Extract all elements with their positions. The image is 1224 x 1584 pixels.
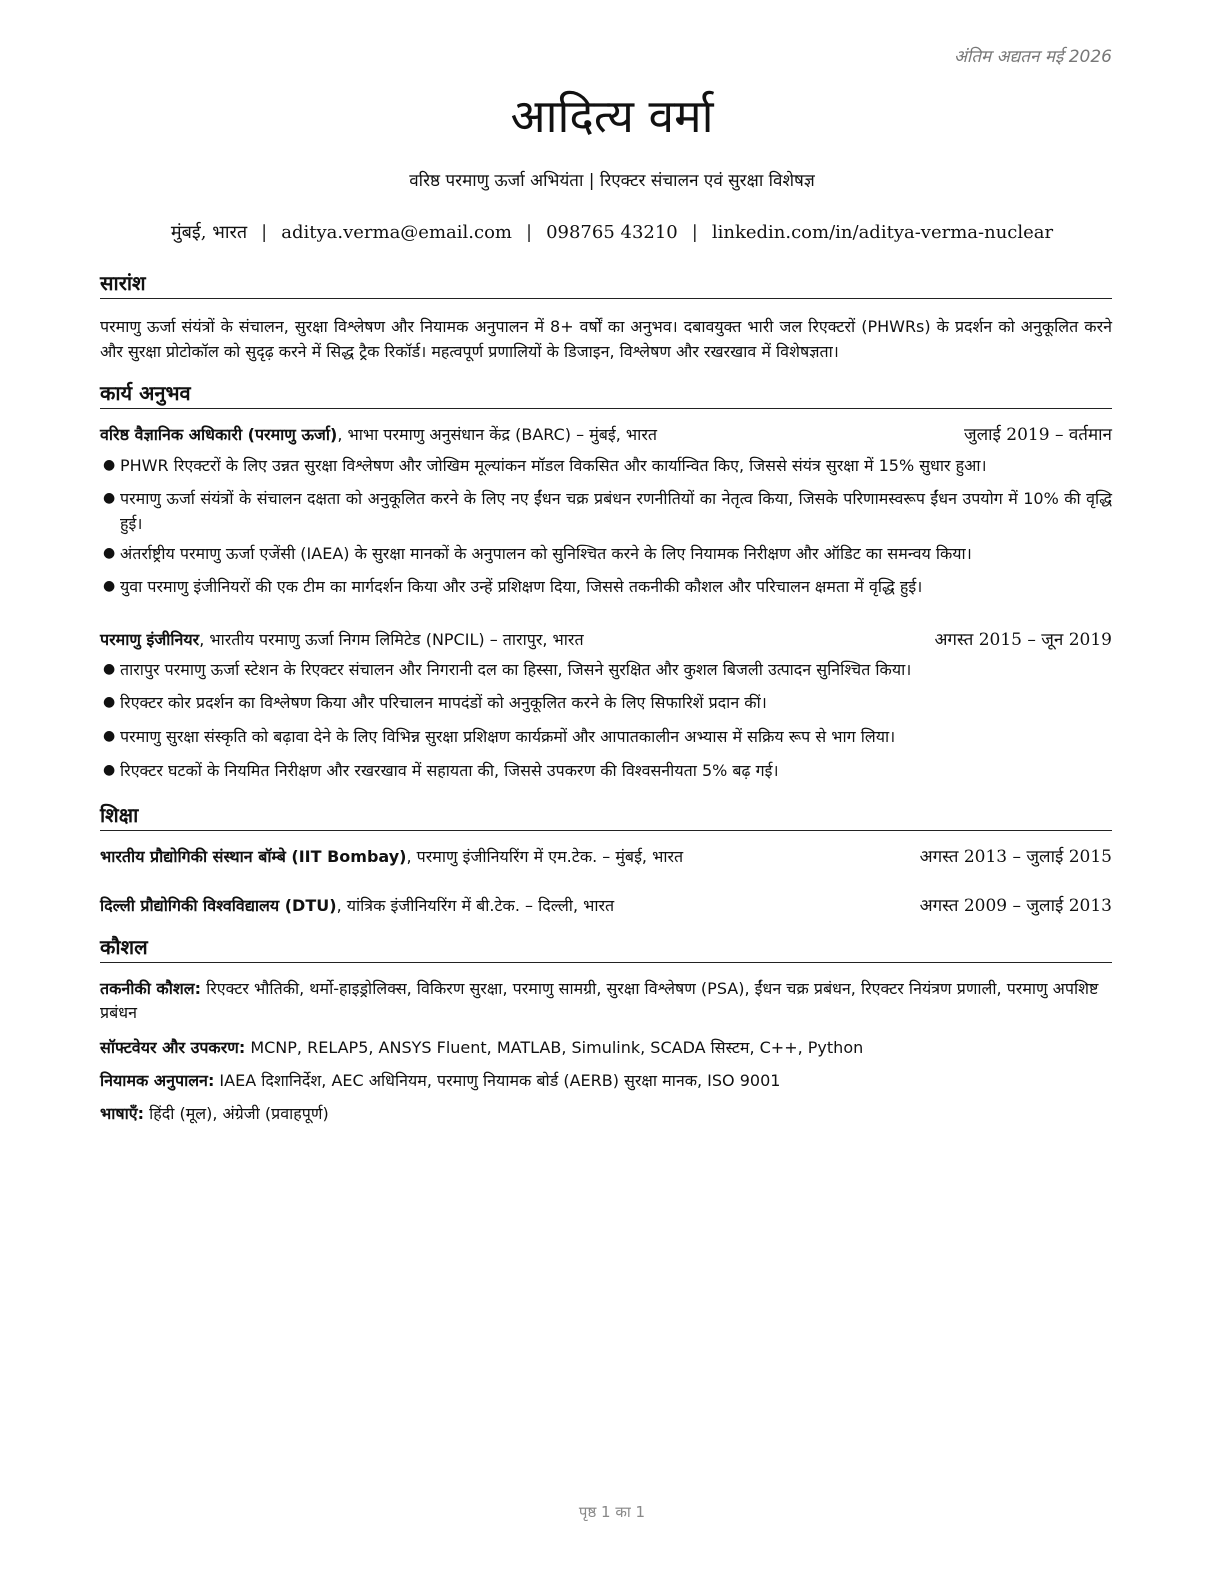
job-bullet: ● अंतर्राष्ट्रीय परमाणु ऊर्जा एजेंसी (IAEA) के सुरक्षा मानकों के अनुपालन को सुनिश्चित करने के लिए नियामक निरीक्षण और ऑडिट का समन्वय किया। bbox=[100, 541, 1112, 566]
school-name: भारतीय प्रौद्योगिकी संस्थान बॉम्बे (IIT Bombay) bbox=[100, 847, 407, 866]
skill-label: भाषाएँ: bbox=[100, 1104, 145, 1123]
job-title: परमाणु इंजीनियर bbox=[100, 630, 200, 649]
bullet-dot-icon: ● bbox=[103, 457, 116, 473]
job-bullet: ● परमाणु सुरक्षा संस्कृति को बढ़ावा देने के लिए विभिन्न सुरक्षा प्रशिक्षण कार्यक्रमों और आपातकालीन अभ्यास में सक्रिय रूप से भाग लिया। bbox=[100, 724, 1112, 749]
contact-separator: | bbox=[691, 222, 698, 243]
job-bullet: ● PHWR रिएक्टरों के लिए उन्नत सुरक्षा विश्लेषण और जोखिम मूल्यांकन मॉडल विकसित और कार्यान्वित किए, जिससे संयंत्र सुरक्षा में 15% सुधार हुआ। bbox=[100, 453, 1112, 478]
skill-label: तकनीकी कौशल: bbox=[100, 979, 201, 998]
contact-separator: | bbox=[525, 222, 533, 243]
education-dates: अगस्त 2013 – जुलाई 2015 bbox=[919, 847, 1112, 867]
job-dates: जुलाई 2019 – वर्तमान bbox=[963, 425, 1112, 445]
contact-phone: 098765 43210 bbox=[546, 222, 678, 243]
summary-text: परमाणु ऊर्जा संयंत्रों के संचालन, सुरक्षा विश्लेषण और नियामक अनुपालन में 8+ वर्षों का अनुभव। दबावयुक्त भारी जल रिएक्टरों (PHWRs) के प्रदर्शन को अनुकूलित करने और सुरक्षा प्रोटोकॉल को सुदृढ़ करने में सिद्ध ट्रैक रिकॉर्ड। महत्वपूर्ण प्रणालियों के डिजाइन, विश्लेषण और रखरखाव में विशेषज्ञता। bbox=[100, 317, 1112, 361]
contact-email[interactable]: aditya.verma@email.com bbox=[281, 222, 512, 243]
bullet-dot-icon: ● bbox=[103, 661, 116, 677]
bullet-dot-icon: ● bbox=[103, 728, 116, 744]
skill-value: MCNP, RELAP5, ANSYS Fluent, MATLAB, Simulink, SCADA सिस्टम, C++, Python bbox=[245, 1038, 864, 1057]
education-entry bbox=[100, 845, 1112, 869]
section-title-skills: कौशल bbox=[100, 934, 1112, 963]
job-title: वरिष्ठ वैज्ञानिक अधिकारी (परमाणु ऊर्जा) bbox=[100, 425, 338, 444]
education-dates: अगस्त 2009 – जुलाई 2013 bbox=[919, 896, 1112, 916]
job-header bbox=[100, 423, 1112, 447]
last-updated: अंतिम अद्यतन मई 2026 bbox=[953, 47, 1112, 67]
job-dates: अगस्त 2015 – जून 2019 bbox=[934, 630, 1112, 650]
job-bullet: ● परमाणु ऊर्जा संयंत्रों के संचालन दक्षता को अनुकूलित करने के लिए नए ईंधन चक्र प्रबंधन रणनीतियों का नेतृत्व किया, जिसके परिणामस्वरूप ईंधन उपयोग में 10% की वृद्धि हुई। bbox=[100, 486, 1112, 536]
education-entry bbox=[100, 894, 1112, 918]
school-name: दिल्ली प्रौद्योगिकी विश्वविद्यालय (DTU) bbox=[100, 896, 337, 915]
skill-value: रिएक्टर भौतिकी, थर्मो-हाइड्रोलिक्स, विकिरण सुरक्षा, परमाणु सामग्री, सुरक्षा विश्लेषण (PSA), ईंधन चक्र प्रबंधन, रिएक्टर नियंत्रण प्रणाली, परमाणु अपशिष्ट प्रबंधन bbox=[100, 979, 1099, 1022]
skill-line bbox=[100, 1036, 1112, 1060]
skill-value: IAEA दिशानिर्देश, AEC अधिनियम, परमाणु नियामक बोर्ड (AERB) सुरक्षा मानक, ISO 9001 bbox=[214, 1071, 781, 1090]
job-bullet: ● रिएक्टर कोर प्रदर्शन का विश्लेषण किया और परिचालन मापदंडों को अनुकूलित करने के लिए सिफारिशें प्रदान कीं। bbox=[100, 690, 1112, 715]
section-title-experience: कार्य अनुभव bbox=[100, 380, 1112, 409]
job-org: , भारतीय परमाणु ऊर्जा निगम लिमिटेड (NPCIL) – तारापुर, भारत bbox=[199, 630, 584, 649]
bullet-dot-icon: ● bbox=[103, 694, 116, 710]
bullet-dot-icon: ● bbox=[103, 762, 116, 778]
degree-detail: , यांत्रिक इंजीनियरिंग में बी.टेक. – दिल्ली, भारत bbox=[336, 896, 615, 915]
skill-line bbox=[100, 1102, 1112, 1126]
section-title-summary: सारांश bbox=[100, 270, 1112, 299]
degree-detail: , परमाणु इंजीनियरिंग में एम.टेक. – मुंबई, भारत bbox=[406, 847, 684, 866]
bullet-dot-icon: ● bbox=[103, 490, 116, 506]
skill-label: नियामक अनुपालन: bbox=[100, 1071, 215, 1090]
tagline: वरिष्ठ परमाणु ऊर्जा अभियंता | रिएक्टर संचालन एवं सुरक्षा विशेषज्ञ bbox=[409, 171, 815, 191]
job-bullet: ● युवा परमाणु इंजीनियरों की एक टीम का मार्गदर्शन किया और उन्हें प्रशिक्षण दिया, जिससे तकनीकी कौशल और परिचालन क्षमता में वृद्धि हुई। bbox=[100, 574, 1112, 599]
skill-line bbox=[100, 977, 1112, 1025]
skill-value: हिंदी (मूल), अंग्रेजी (प्रवाहपूर्ण) bbox=[144, 1104, 329, 1123]
job-bullet: ● रिएक्टर घटकों के नियमित निरीक्षण और रखरखाव में सहायता की, जिससे उपकरण की विश्वसनीयता 5% बढ़ गई। bbox=[100, 758, 1112, 783]
bullet-dot-icon: ● bbox=[103, 578, 116, 594]
section-title-education: शिक्षा bbox=[100, 802, 1112, 831]
contact-linkedin[interactable]: linkedin.com/in/aditya-verma-nuclear bbox=[711, 222, 1054, 243]
contact-separator: | bbox=[261, 222, 268, 243]
job-bullet: ● तारापुर परमाणु ऊर्जा स्टेशन के रिएक्टर संचालन और निगरानी दल का हिस्सा, जिसने सुरक्षित और कुशल बिजली उत्पादन सुनिश्चित किया। bbox=[100, 657, 1112, 682]
contact-line bbox=[0, 220, 1224, 244]
page-number: पृष्ठ 1 का 1 bbox=[578, 1503, 646, 1521]
job-header bbox=[100, 628, 1112, 652]
bullet-dot-icon: ● bbox=[103, 545, 116, 561]
skill-line bbox=[100, 1069, 1112, 1093]
contact-location: मुंबई, भारत bbox=[170, 222, 248, 243]
job-org: , भाभा परमाणु अनुसंधान केंद्र (BARC) – मुंबई, भारत bbox=[337, 425, 657, 444]
skill-label: सॉफ्टवेयर और उपकरण: bbox=[100, 1038, 246, 1057]
candidate-name: आदित्य वर्मा bbox=[510, 89, 714, 143]
